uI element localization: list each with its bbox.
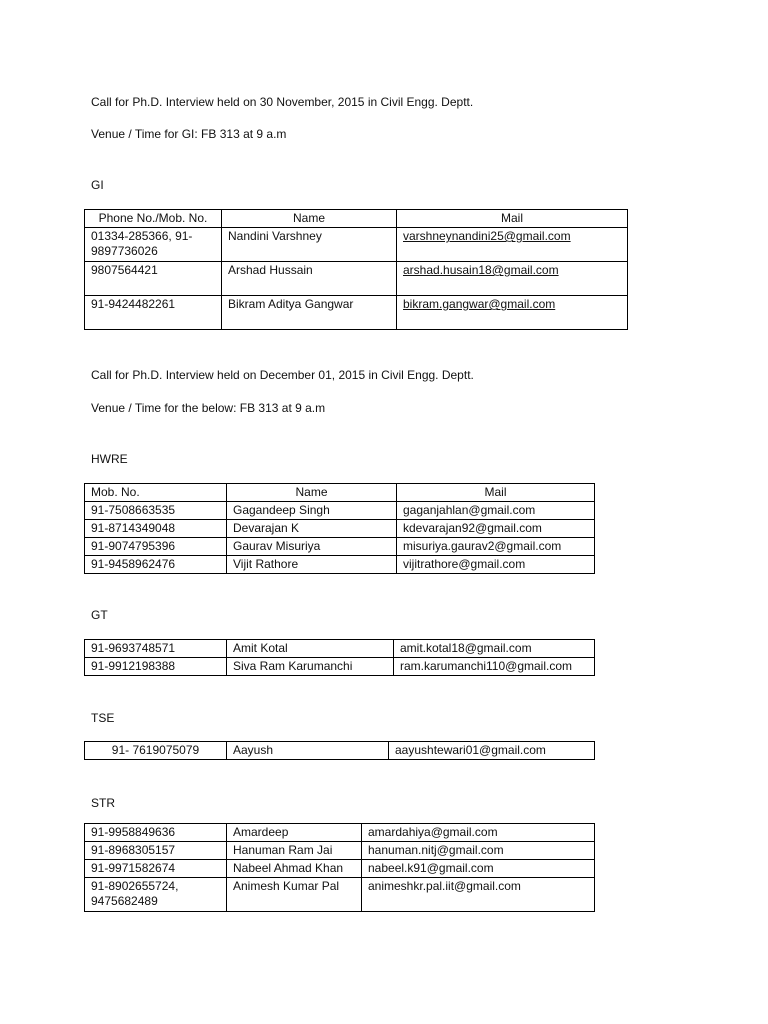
table-header-row <box>85 210 628 228</box>
table-row <box>85 842 595 860</box>
table-row <box>85 824 595 842</box>
tse-table <box>84 741 595 760</box>
name-cell: Arshad Hussain <box>222 262 397 296</box>
phone-cell: 91-8714349048 <box>85 520 227 538</box>
column-header-phone: Phone No./Mob. No. <box>85 210 222 228</box>
name-cell: Amit Kotal <box>227 640 394 658</box>
hwre-section-label: HWRE <box>91 452 128 466</box>
column-header-name: Name <box>227 484 397 502</box>
phone-cell: 91-9958849636 <box>85 824 227 842</box>
mail-cell: hanuman.nitj@gmail.com <box>362 842 595 860</box>
table-row <box>85 520 595 538</box>
phone-cell: 91-8968305157 <box>85 842 227 860</box>
table-row <box>85 742 595 760</box>
phone-cell: 91-9458962476 <box>85 556 227 574</box>
phone-cell: 91-9424482261 <box>85 296 222 330</box>
str-section-label: STR <box>91 796 115 810</box>
table-row <box>85 228 628 262</box>
phone-cell: 9807564421 <box>85 262 222 296</box>
str-table <box>84 823 595 912</box>
phone-cell: 91-9693748571 <box>85 640 227 658</box>
name-cell: Animesh Kumar Pal <box>227 878 362 912</box>
column-header-mail: Mail <box>397 210 628 228</box>
mail-cell: nabeel.k91@gmail.com <box>362 860 595 878</box>
mail-cell: kdevarajan92@gmail.com <box>397 520 595 538</box>
hwre-table <box>84 483 595 574</box>
name-cell: Gaurav Misuriya <box>227 538 397 556</box>
gi-table <box>84 209 628 330</box>
column-header-mob: Mob. No. <box>85 484 227 502</box>
phone-cell: 91-9971582674 <box>85 860 227 878</box>
mail-cell: amardahiya@gmail.com <box>362 824 595 842</box>
table-row <box>85 640 595 658</box>
mail-cell: amit.kotal18@gmail.com <box>394 640 595 658</box>
table-row <box>85 658 595 676</box>
mail-link[interactable]: varshneynandini25@gmail.com <box>397 228 628 262</box>
table-row <box>85 296 628 330</box>
table-row <box>85 556 595 574</box>
notice2-venue: Venue / Time for the below: FB 313 at 9 a.m <box>91 401 326 415</box>
phone-cell: 91-9074795396 <box>85 538 227 556</box>
phone-cell: 01334-285366, 91- 9897736026 <box>85 228 222 262</box>
column-header-name: Name <box>222 210 397 228</box>
mail-cell: gaganjahlan@gmail.com <box>397 502 595 520</box>
notice1-heading: Call for Ph.D. Interview held on 30 November, 2015 in Civil Engg. Deptt. <box>91 95 474 109</box>
mail-cell: vijitrathore@gmail.com <box>397 556 595 574</box>
name-cell: Siva Ram Karumanchi <box>227 658 394 676</box>
notice1-venue: Venue / Time for GI: FB 313 at 9 a.m <box>91 127 287 141</box>
mail-cell: misuriya.gaurav2@gmail.com <box>397 538 595 556</box>
name-cell: Nandini Varshney <box>222 228 397 262</box>
mail-link[interactable]: arshad.husain18@gmail.com <box>397 262 628 296</box>
name-cell: Hanuman Ram Jai <box>227 842 362 860</box>
name-cell: Devarajan K <box>227 520 397 538</box>
name-cell: Bikram Aditya Gangwar <box>222 296 397 330</box>
table-row <box>85 502 595 520</box>
table-header-row <box>85 484 595 502</box>
name-cell: Amardeep <box>227 824 362 842</box>
mail-link[interactable]: bikram.gangwar@gmail.com <box>397 296 628 330</box>
table-row <box>85 262 628 296</box>
name-cell: Nabeel Ahmad Khan <box>227 860 362 878</box>
name-cell: Vijit Rathore <box>227 556 397 574</box>
tse-section-label: TSE <box>91 711 115 725</box>
phone-cell: 91- 7619075079 <box>85 742 227 760</box>
mail-cell: aayushtewari01@gmail.com <box>389 742 595 760</box>
table-row <box>85 878 595 912</box>
mail-cell: animeshkr.pal.iit@gmail.com <box>362 878 595 912</box>
gt-table <box>84 639 595 676</box>
table-row <box>85 538 595 556</box>
phone-cell: 91-8902655724, 9475682489 <box>85 878 227 912</box>
gt-section-label: GT <box>91 608 108 622</box>
table-row <box>85 860 595 878</box>
name-cell: Aayush <box>227 742 389 760</box>
phone-cell: 91-7508663535 <box>85 502 227 520</box>
column-header-mail: Mail <box>397 484 595 502</box>
gi-section-label: GI <box>91 178 104 192</box>
phone-cell: 91-9912198388 <box>85 658 227 676</box>
mail-cell: ram.karumanchi110@gmail.com <box>394 658 595 676</box>
notice2-heading: Call for Ph.D. Interview held on December 01, 2015 in Civil Engg. Deptt. <box>91 368 474 382</box>
name-cell: Gagandeep Singh <box>227 502 397 520</box>
